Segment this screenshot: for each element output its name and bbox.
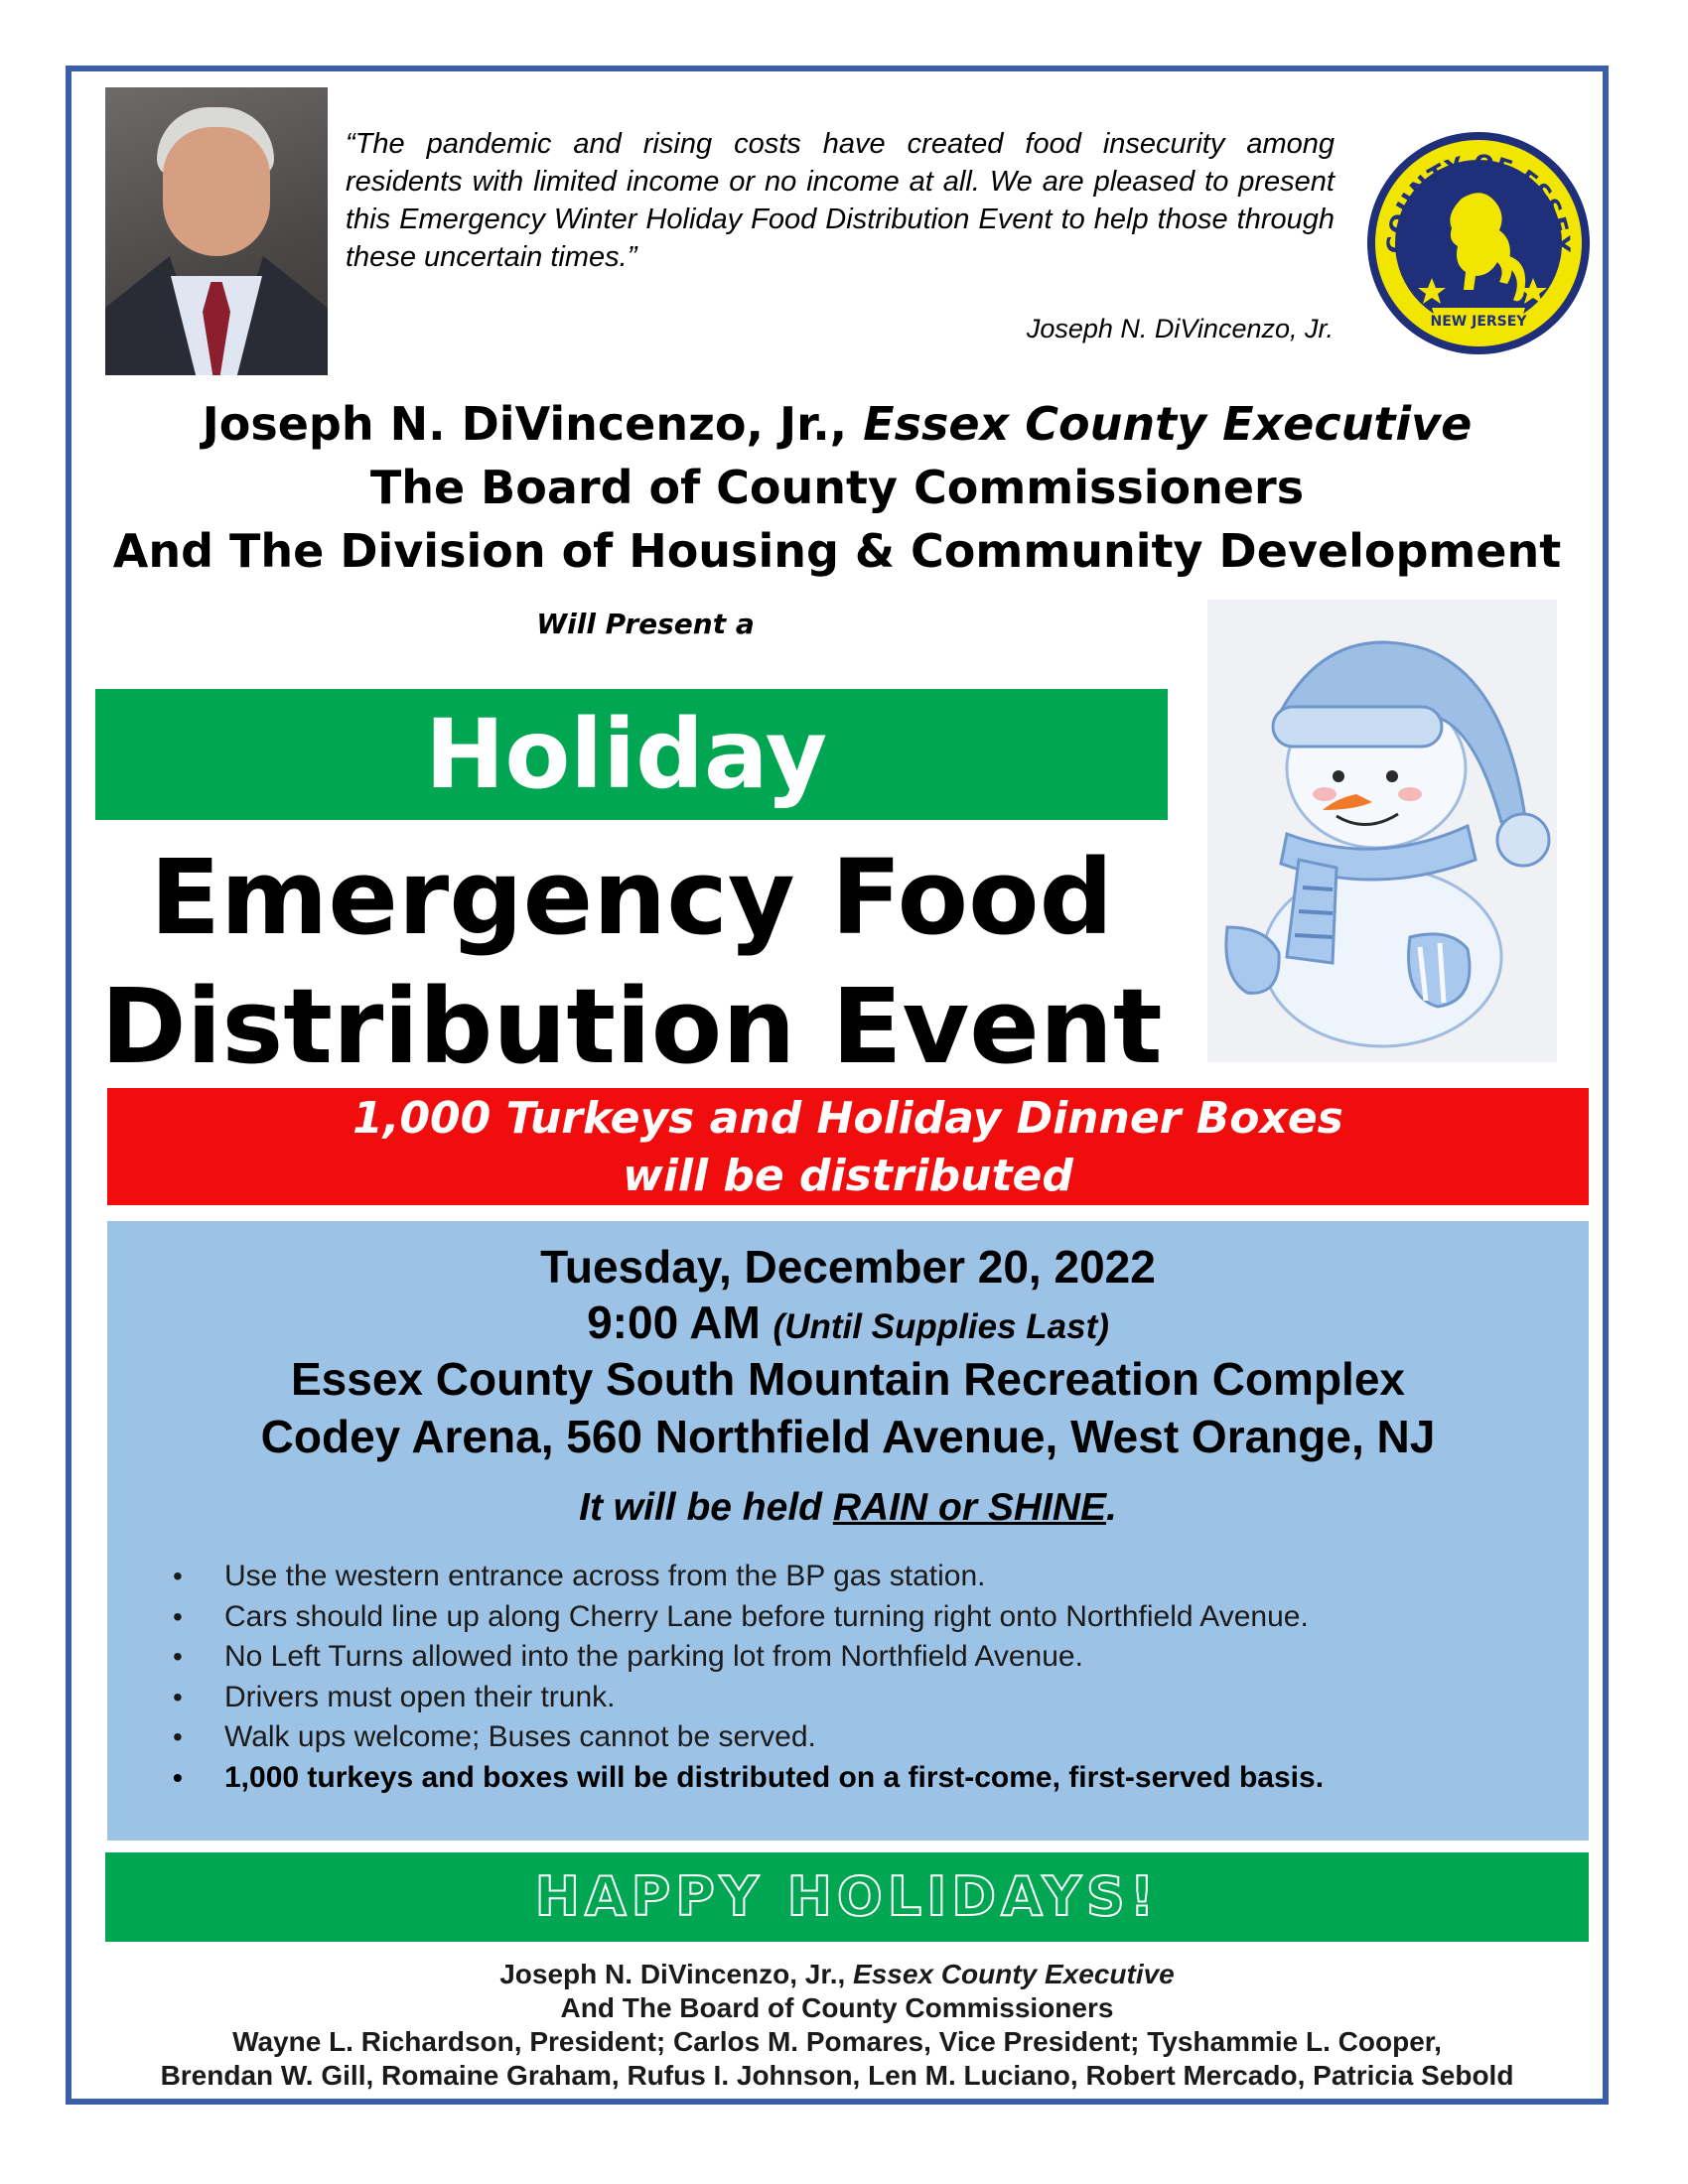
event-time xyxy=(107,1295,1589,1355)
rain-note-suffix: . xyxy=(1106,1486,1117,1529)
footer-line-1 xyxy=(66,1958,1609,1991)
list-item: • Cars should line up along Cherry Lane before turning right onto Northfield Avenue. xyxy=(107,1597,1589,1638)
footer-executive-name: Joseph N. DiVincenzo, Jr., xyxy=(499,1959,846,1989)
distribution-announcement xyxy=(107,1088,1589,1205)
seal-bottom-text: NEW JERSEY xyxy=(1430,314,1527,330)
instructions-list xyxy=(107,1557,1589,1798)
holiday-banner: Holiday xyxy=(95,689,1168,820)
happy-holidays-text: HAPPY HOLIDAYS! xyxy=(534,1865,1160,1928)
footer-line-3: Wayne L. Richardson, President; Carlos M. Pomares, Vice President; Tyshammie L. Cooper, xyxy=(232,2026,1442,2057)
snowman-illustration xyxy=(1207,600,1557,1062)
list-item: • Walk ups welcome; Buses cannot be served. xyxy=(107,1717,1589,1758)
quote-attribution: Joseph N. DiVincenzo, Jr. xyxy=(1026,314,1334,343)
list-item: • No Left Turns allowed into the parking lot from Northfield Avenue. xyxy=(107,1637,1589,1678)
executive-title: Essex County Executive xyxy=(863,397,1473,451)
announcement-line-1: 1,000 Turkeys and Holiday Dinner Boxes xyxy=(352,1093,1343,1144)
seal-top-text: COUNTY OF ESSEX xyxy=(1381,149,1576,254)
event-start-time: 9:00 AM xyxy=(587,1297,761,1348)
greeting-banner xyxy=(105,1852,1589,1942)
footer-executive-title: Essex County Executive xyxy=(853,1959,1175,1989)
organizer-line-1 xyxy=(66,393,1609,455)
event-venue: Essex County South Mountain Recreation Complex xyxy=(290,1353,1406,1405)
county-executive-photo xyxy=(105,87,328,375)
organizer-line-3: And The Division of Housing & Community Development xyxy=(112,524,1562,578)
executive-name: Joseph N. DiVincenzo, Jr., xyxy=(202,397,848,451)
rain-note-prefix: It will be held xyxy=(579,1486,833,1529)
list-item: • 1,000 turkeys and boxes will be distributed on a first-come, first-served basis. xyxy=(107,1758,1589,1799)
rain-note-emphasis: RAIN or SHINE xyxy=(832,1486,1107,1529)
footer-line-4: Brendan W. Gill, Romaine Graham, Rufus I. Johnson, Len M. Luciano, Robert Mercado, Patricia Sebold xyxy=(160,2060,1514,2091)
event-time-note: (Until Supplies Last) xyxy=(773,1307,1109,1346)
footer-credits xyxy=(66,1958,1609,2093)
event-title-line-1: Emergency Food xyxy=(149,837,1114,958)
list-item: • Use the western entrance across from the BP gas station. xyxy=(107,1557,1589,1597)
will-present-label: Will Present a xyxy=(536,608,755,640)
rain-or-shine-note xyxy=(107,1483,1589,1533)
event-details-panel xyxy=(107,1221,1589,1841)
list-item: • Drivers must open their trunk. xyxy=(107,1678,1589,1718)
organizer-line-2: The Board of County Commissioners xyxy=(369,461,1305,514)
announcement-line-2: will be distributed xyxy=(623,1151,1073,1201)
county-seal-logo xyxy=(1364,129,1593,357)
executive-quote: “The pandemic and rising costs have created food insecurity among residents with limited income or no income at all. We are pleased to present this Emergency Winter Holiday Food Distribution Event to help those through these uncertain times.” xyxy=(346,128,1335,273)
event-address: Codey Arena, 560 Northfield Avenue, West Orange, NJ xyxy=(260,1411,1436,1462)
event-date: Tuesday, December 20, 2022 xyxy=(540,1241,1156,1293)
event-title-line-2: Distribution Event xyxy=(100,966,1163,1087)
footer-line-2: And The Board of County Commissioners xyxy=(560,1992,1114,2023)
